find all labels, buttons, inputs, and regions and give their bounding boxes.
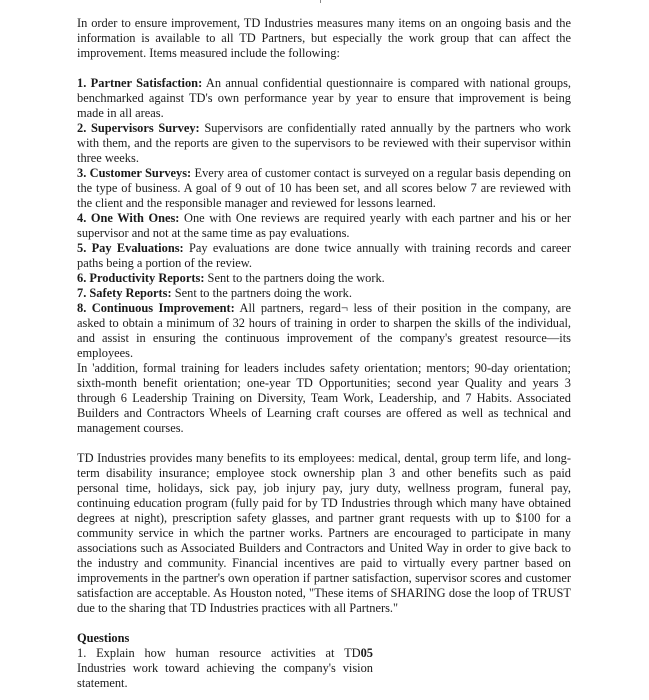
list-item xyxy=(77,241,571,271)
item-label: 7. Safety Reports: xyxy=(77,286,172,300)
item-text: Pay evaluations are done twice annually with training records and career paths being a portion of the review. xyxy=(77,241,571,270)
paragraph-gap xyxy=(77,61,571,76)
list-item xyxy=(77,271,571,286)
question-tag: 05 xyxy=(360,646,373,660)
list-item xyxy=(77,211,571,241)
item-text: All partners, regard¬ less of their position in the company, are asked to obtain a minimum of 32 hours of training in order to sharpen the skills of the individual, and assist in ensuring the continuous improvement of the company's greatest resource—its employees. xyxy=(77,301,572,360)
item-text: An annual confidential questionnaire is compared with national groups, benchmarked against TD's own performance year by year to ensure that improvement is being made in all areas. xyxy=(77,76,571,120)
list-item xyxy=(77,121,571,166)
training-paragraph: In 'addition, formal training for leaders includes safety orientation; mentors; 90-day orientation; sixth-month benefit orientation; one-year TD Opportunities; second year Quality and years 3 through 6 Leadership Training on Diversity, Team Work, Leadership, and 7 Habits. Associated Builders and Contractors Wheels of Learning craft courses are offered as well as technical and management courses. xyxy=(77,361,571,435)
item-text: Every area of customer contact is surveyed on a regular basis depending on the type of business. A goal of 9 out of 10 has been set, and all scores below 7 are reviewed with the client and the responsible manager and reviewed for lessons learned. xyxy=(77,166,571,210)
item-label: 8. Continuous Improvement: xyxy=(77,301,235,315)
item-text: Sent to the partners doing the work. xyxy=(171,286,352,300)
questions-heading: Questions xyxy=(77,631,130,645)
question-1-continuation: Industries work toward achieving the company's vision statement. xyxy=(77,661,373,690)
paragraph-gap xyxy=(77,436,571,451)
item-label: 5. Pay Evaluations: xyxy=(77,241,184,255)
question-1 xyxy=(77,646,373,691)
item-text: Supervisors are confidentially rated annually by the partners who work with them, and the reports are given to the supervisors to be reviewed with their supervisor within three weeks. xyxy=(77,121,572,165)
document-page xyxy=(77,16,571,691)
intro-paragraph: In order to ensure improvement, TD Industries measures many items on an ongoing basis and the information is available to all TD Partners, but especially the work group that can affect the improvement. Items measured include the following: xyxy=(77,16,571,60)
page-top-mark xyxy=(320,0,321,3)
item-label: 1. Partner Satisfaction: xyxy=(77,76,203,90)
list-item xyxy=(77,76,571,121)
list-item xyxy=(77,286,571,301)
measured-items-list xyxy=(77,76,571,361)
item-label: 6. Productivity Reports: xyxy=(77,271,205,285)
item-text: One with One reviews are required yearly with each partner and his or her supervisor and not at the same time as pay evaluations. xyxy=(77,211,571,240)
list-item xyxy=(77,166,571,211)
question-1-text: 1. Explain how human resource activities at TD xyxy=(77,646,361,660)
item-label: 3. Customer Surveys: xyxy=(77,166,192,180)
item-label: 4. One With Ones: xyxy=(77,211,180,225)
item-label: 2. Supervisors Survey: xyxy=(77,121,200,135)
benefits-paragraph: TD Industries provides many benefits to its employees: medical, dental, group term life, and long-term disability insurance; employee stock ownership plan 3 and other benefits such as paid personal time, holidays, sick pay, job injury pay, jury duty, wellness program, funeral pay, continuing education program (fully paid for by TD Industries through which many have obtained degrees at night), prescription safety glasses, and partner grant requests with up to $100 for a community service in which the partner works. Partners are encouraged to participate in many associations such as Associated Builders and Contractors and United Way in order to give back to the industry and community. Financial incentives are paid to virtually every partner based on improvements in the partner's own operation if partner satisfaction, supervisor scores and customer satisfaction are acceptable. As Houston noted, "These items of SHARING dose the loop of TRUST due to the sharing that TD Industries practices with all Partners." xyxy=(77,451,571,615)
item-text: Sent to the partners doing the work. xyxy=(204,271,385,285)
paragraph-gap xyxy=(77,616,571,631)
list-item xyxy=(77,301,571,361)
